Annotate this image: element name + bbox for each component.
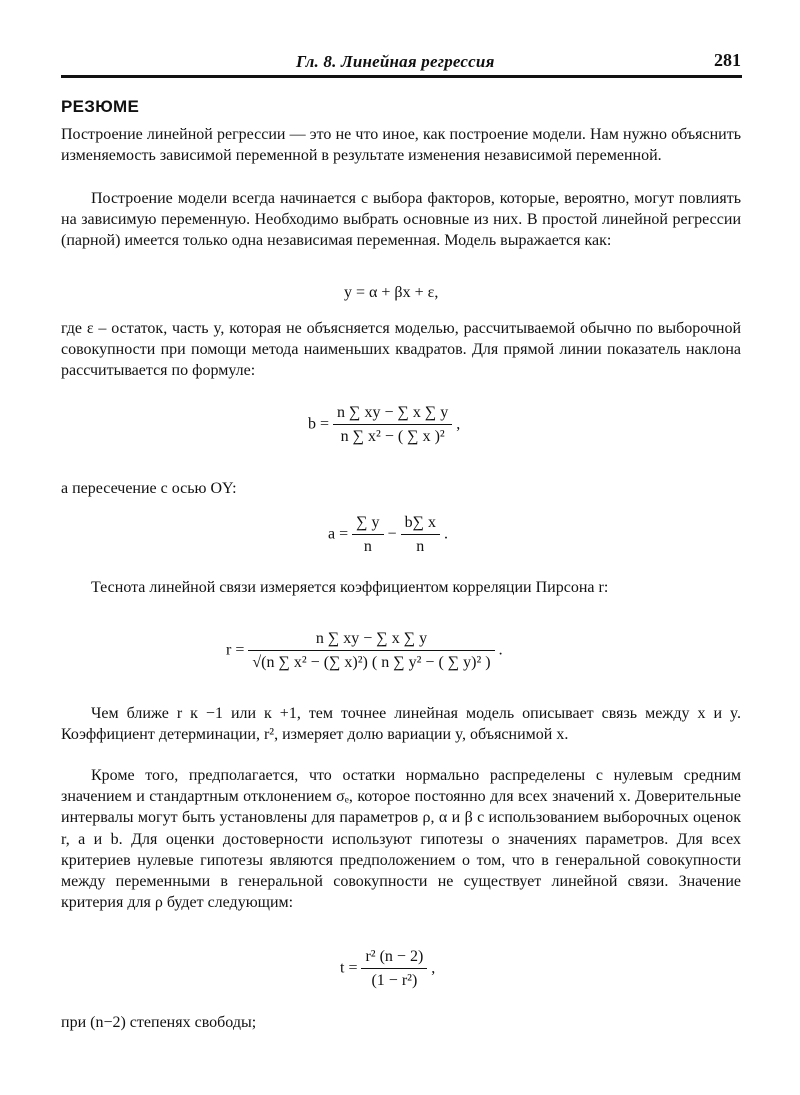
- formula-slope-fraction: [333, 404, 452, 446]
- paragraph-intro: Построение линейной регрессии — это не что иное, как построение модели. Нам нужно объяснить изменяемость зависимой переменной в результате изменения независимой переменной.: [61, 126, 741, 165]
- formula-t-denominator: (1 − r²): [371, 972, 418, 989]
- running-header-title: Гл. 8. Линейная регрессия: [296, 52, 495, 71]
- section-heading: РЕЗЮМЕ: [61, 97, 140, 116]
- formula-intercept-term2-denominator: n: [416, 538, 425, 555]
- formula-model: y = α + βx + ε,: [344, 284, 439, 301]
- formula-slope: [308, 404, 460, 446]
- formula-intercept: [328, 514, 448, 556]
- formula-intercept-lhs: a =: [328, 525, 349, 543]
- formula-intercept-minus: −: [387, 525, 397, 543]
- paragraph-determination: Чем ближе r к −1 или к +1, тем точнее линейная модель описывает связь между x и y. Коэффициент детерминации, r², измеряет долю вариации y, объяснимой x.: [61, 705, 741, 744]
- formula-intercept-term2: [401, 514, 440, 556]
- formula-t-tail: ,: [431, 959, 436, 977]
- paragraph-degrees-of-freedom: при (n−2) степенях свободы;: [61, 1014, 257, 1031]
- paragraph-model-building: Построение модели всегда начинается с выбора факторов, которые, вероятно, могут повлиять на зависимую переменную. Необходимо выбрать основные из них. В простой линейной регрессии (парной) имеется только одна независимая переменная. Модель выражается как:: [61, 190, 741, 250]
- formula-correlation-fraction: [248, 630, 494, 672]
- formula-slope-tail: ,: [456, 415, 461, 433]
- formula-correlation-tail: .: [498, 641, 503, 659]
- formula-intercept-term1: [352, 514, 383, 556]
- formula-t-lhs: t =: [340, 959, 358, 977]
- formula-intercept-term2-numerator: b∑ x: [401, 514, 440, 535]
- formula-t-numerator: r² (n − 2): [361, 948, 427, 969]
- paragraph-residual: где ε – остаток, часть y, которая не объясняется моделью, рассчитываемой обычно по выборочной совокупности при помощи метода наименьших квадратов. Для прямой линии показатель наклона рассчитывается по формуле:: [61, 320, 741, 380]
- formula-intercept-term1-numerator: ∑ y: [352, 514, 383, 535]
- formula-slope-numerator: n ∑ xy − ∑ x ∑ y: [333, 404, 452, 425]
- header-rule: [61, 75, 742, 78]
- paragraph-assumptions: Кроме того, предполагается, что остатки нормально распределены с нулевым средним значением и стандартным отклонением σₑ, которое постоянно для всех значений x. Доверительные интервалы могут быть установлены для параметров ρ, α и β с использованием выборочных оценок r, a и b. Для оценки достоверности используют гипотезы о значениях параметров. Для всех критериев нулевые гипотезы являются предположением о том, что в генеральной совокупности между переменными в генеральной совокупности не существует линейной связи. Значение критерия для ρ будет следующим:: [61, 767, 741, 912]
- formula-correlation-denominator: √(n ∑ x² − (∑ x)²) ( n ∑ y² − ( ∑ y)² ): [252, 654, 491, 671]
- formula-correlation-numerator: n ∑ xy − ∑ x ∑ y: [248, 630, 494, 651]
- page-number: 281: [714, 50, 741, 70]
- formula-t-statistic: [340, 948, 435, 990]
- formula-intercept-tail: .: [443, 525, 448, 543]
- formula-correlation: [226, 630, 503, 672]
- formula-intercept-term1-denominator: n: [363, 538, 372, 555]
- paragraph-pearson: Теснота линейной связи измеряется коэффициентом корреляции Пирсона r:: [91, 579, 609, 596]
- formula-slope-denominator: n ∑ x² − ( ∑ x )²: [340, 428, 445, 445]
- formula-correlation-lhs: r =: [226, 641, 245, 659]
- formula-t-fraction: [361, 948, 427, 990]
- formula-slope-lhs: b =: [308, 415, 330, 433]
- paragraph-intercept: а пересечение с осью OY:: [61, 480, 237, 497]
